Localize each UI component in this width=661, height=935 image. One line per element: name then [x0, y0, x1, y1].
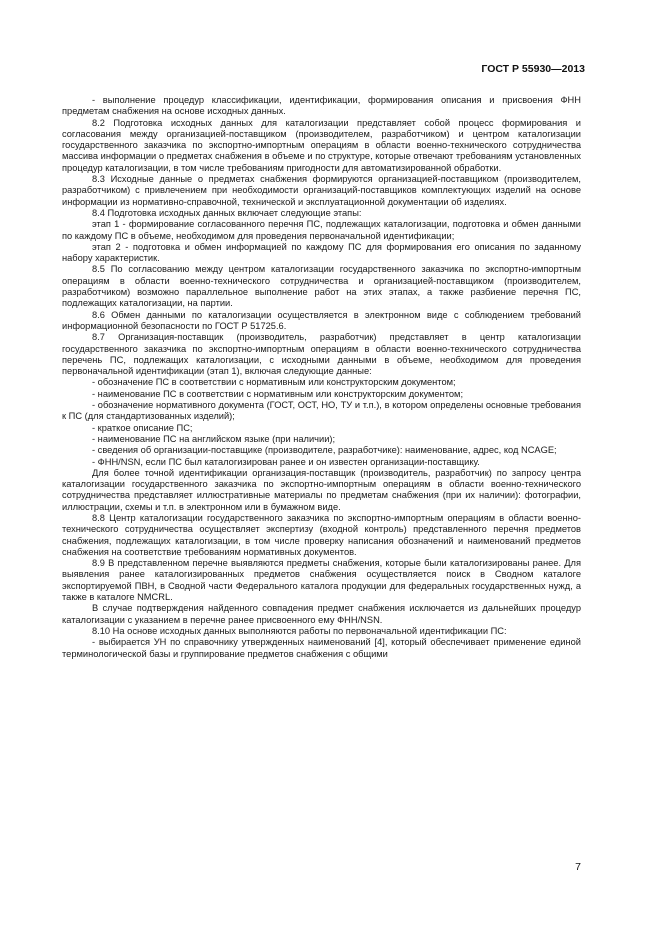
- paragraph: 8.5 По согласованию между центром каталогизации государственного заказчика по экспортно-импортным операциям в области военно-технического сотрудничества и организацией-поставщиком (производителем, разработчиком) возможно параллельное выполнение работ на этих этапах, а также разбиение перечня ПС, подлежащих каталогизации, на партии.: [62, 264, 581, 309]
- paragraph: 8.9 В представленном перечне выявляются предметы снабжения, которые были каталогизированы ранее. Для выявления ранее каталогизированных предметов снабжения осуществляется поиск в Сводном каталоге экспортируемой ПВН, в Сводной части Федерального каталога продукции для федеральных государственных нужд, а также в каталоге NMCRL.: [62, 558, 581, 603]
- list-item: - сведения об организации-поставщике (производителе, разработчике): наименование, адрес, код NCAGE;: [92, 445, 557, 456]
- paragraph: 8.7 Организация-поставщик (производитель, разработчик) представляет в центр каталогизации государственного заказчика по экспортно-импортным операциям в области военно-технического сотрудничества перечень ПС, подлежащих каталогизации, с исходными данными в объеме, необходимом для проведения первоначальной идентификации (этап 1), включая следующие данные:: [62, 332, 581, 377]
- paragraph: 8.8 Центр каталогизации государственного заказчика по экспортно-импортным операциям в области военно-технического сотрудничества осуществляет экспертизу (входной контроль) представленного перечня предметов снабжения, подлежащих каталогизации, в том числе проверку написания обозначений и наименований предметов снабжения на соответствие требованиям нормативных документов.: [62, 512, 581, 557]
- paragraph: - выполнение процедур классификации, идентификации, формирования описания и присвоения ФНН предметам снабжения на основе исходных данных.: [62, 95, 581, 117]
- paragraph: 8.10 На основе исходных данных выполняются работы по первоначальной идентификации ПС:: [92, 625, 507, 636]
- list-item: - обозначение ПС в соответствии с нормативным или конструкторским документом;: [92, 377, 456, 388]
- paragraph: В случае подтверждения найденного совпадения предмет снабжения исключается из дальнейших процедур каталогизации с указанием в перечне ранее присвоенного ему ФНН/NSN.: [62, 603, 581, 625]
- paragraph: 8.4 Подготовка исходных данных включает следующие этапы:: [92, 207, 362, 218]
- list-item: - ФНН/NSN, если ПС был каталогизирован ранее и он известен организации-поставщику.: [92, 456, 480, 467]
- paragraph: 8.3 Исходные данные о предметах снабжения формируются организацией-поставщиком (производителем, разработчиком) с привлечением при необходимости организаций-поставщиков комплектующих изделий на основе информации из нормативно-справочной, технической и эксплуатационной документации об изделиях.: [62, 174, 581, 207]
- list-item: - выбирается УН по справочнику утвержденных наименований [4], который обеспечивает применение единой терминологической базы и группирование предметов снабжения с общими: [62, 637, 581, 659]
- page-number: 7: [575, 861, 581, 873]
- paragraph: 8.6 Обмен данными по каталогизации осуществляется в электронном виде с соблюдением требований информационной безопасности по ГОСТ Р 51725.6.: [62, 309, 581, 331]
- paragraph: этап 1 - формирование согласованного перечня ПС, подлежащих каталогизации, подготовка и обмен данными по каждому ПС в объеме, необходимом для проведения первоначальной идентификации;: [62, 219, 581, 241]
- list-item: - наименование ПС на английском языке (при наличии);: [92, 433, 336, 444]
- paragraph: Для более точной идентификации организация-поставщик (производитель, разработчик) по запросу центра каталогизации государственного заказчика по экспортно-импортным операциям в области военно-технического сотрудничества представляет иллюстративные материалы по предметам снабжения (при их наличии): фотографии, иллюстрации, схемы и т.п. в электронном или в бумажном виде.: [62, 467, 581, 512]
- document-body: [62, 95, 581, 660]
- paragraph: 8.2 Подготовка исходных данных для каталогизации представляет собой процесс формирования и согласования между организацией-поставщиком (производителем, разработчиком) и центром каталогизации государственного заказчика по экспортно-импортным операциям в области военно-технического сотрудничества массива информации о предметах снабжения в объеме и по структуре, которые отвечают требованиям установленных процедур каталогизации, в том числе требованиям пригодности для автоматизированной обработки.: [62, 117, 581, 173]
- list-item: - обозначение нормативного документа (ГОСТ, ОСТ, НО, ТУ и т.п.), в котором определены основные требования к ПС (для стандартизованных изделий);: [62, 400, 581, 422]
- list-item: - наименование ПС в соответствии с нормативным или конструкторским документом;: [92, 388, 464, 399]
- list-item: - краткое описание ПС;: [92, 422, 193, 433]
- paragraph: этап 2 - подготовка и обмен информацией по каждому ПС для формирования его описания по заданному набору характеристик.: [62, 241, 581, 264]
- standard-designation: ГОСТ Р 55930—2013: [481, 63, 585, 75]
